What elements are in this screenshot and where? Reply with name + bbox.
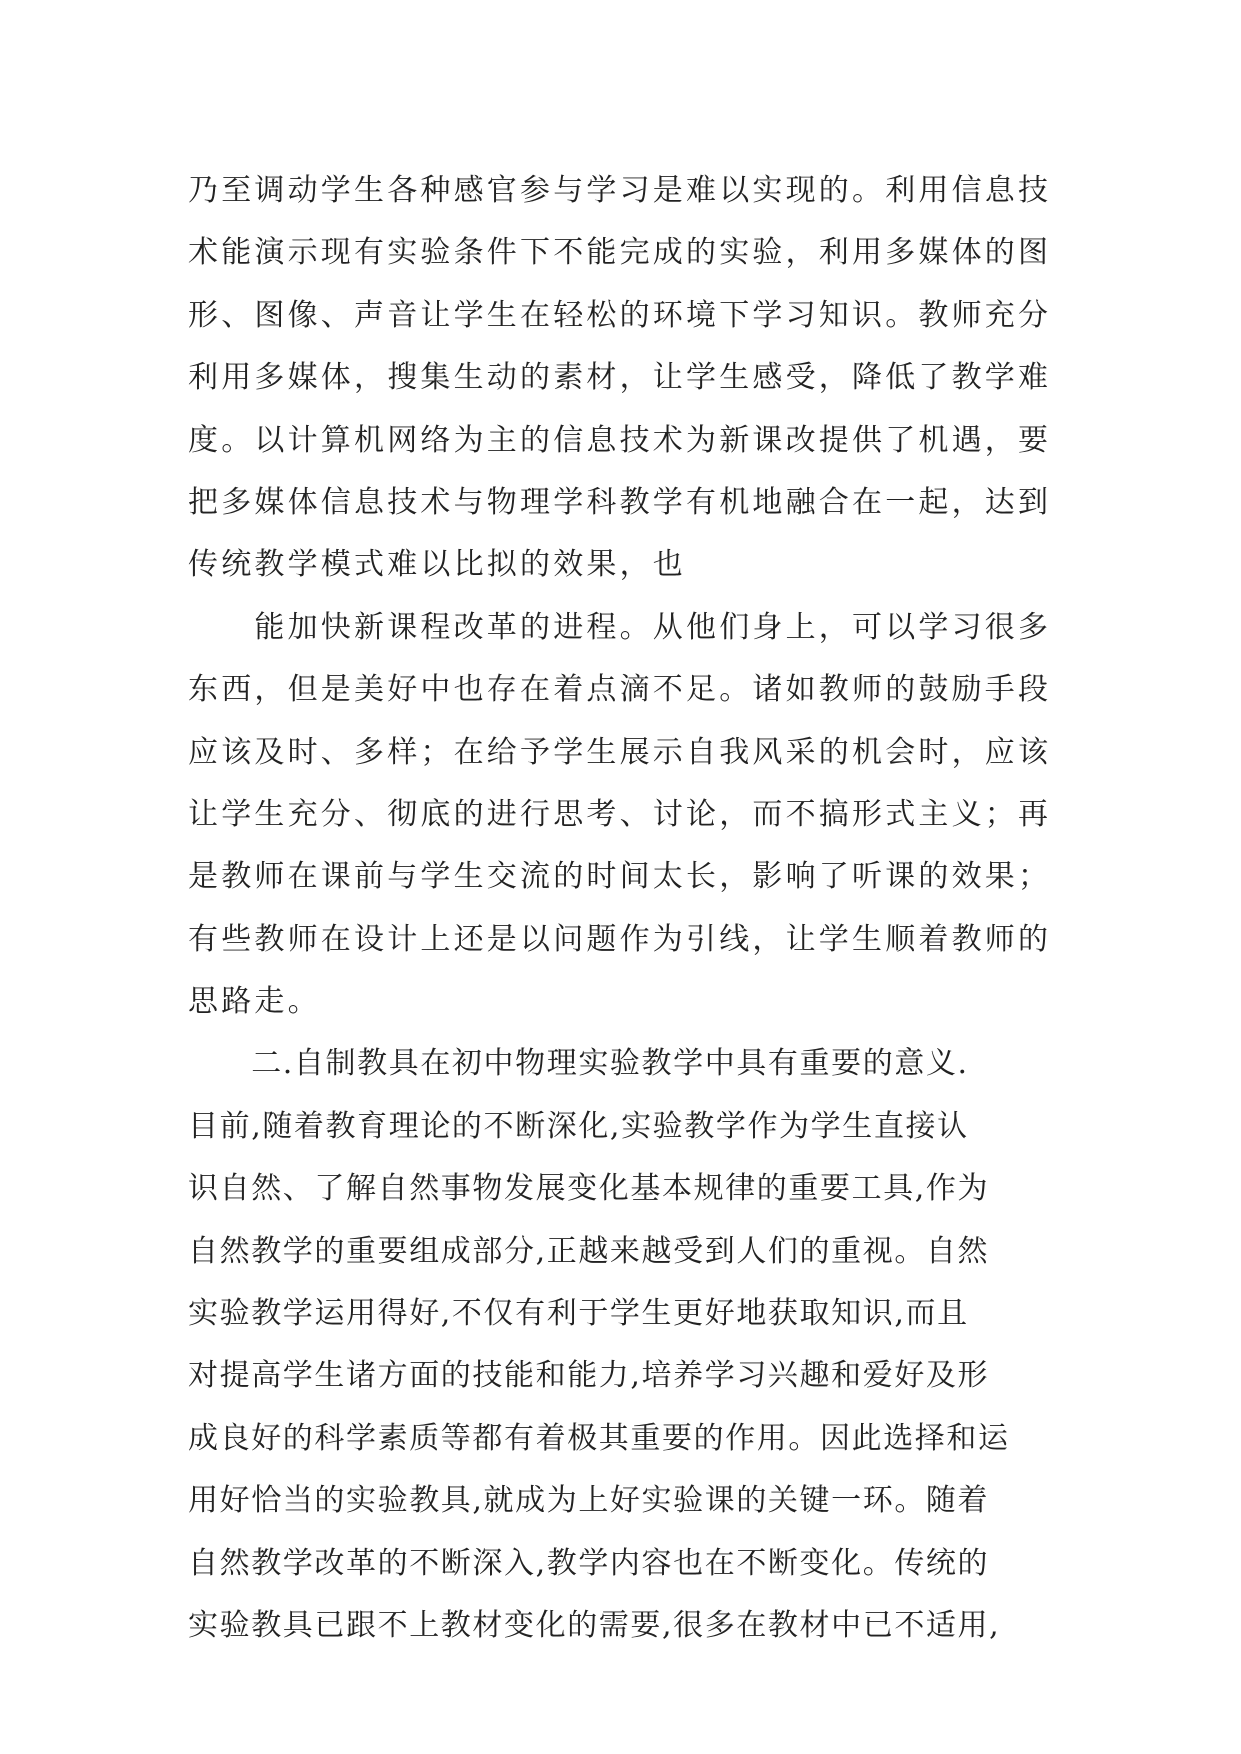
text-line: 自然教学的重要组成部分,正越来越受到人们的重视。自然 — [188, 1233, 990, 1269]
text-line: 度。以计算机网络为主的信息技术为新课改提供了机遇，要 — [188, 422, 1052, 458]
body-text — [188, 160, 1058, 1657]
text-line: 二.自制教具在初中物理实验教学中具有重要的意义. — [188, 1046, 969, 1082]
text-line: 自然教学改革的不断深入,教学内容也在不断变化。传统的 — [188, 1545, 990, 1581]
text-line: 东西，但是美好中也存在着点滴不足。诸如教师的鼓励手段 — [188, 672, 1052, 708]
text-line: 应该及时、多样；在给予学生展示自我风采的机会时，应该 — [188, 734, 1052, 770]
text-line: 利用多媒体，搜集生动的素材，让学生感受，降低了教学难 — [188, 360, 1052, 396]
text-line: 对提高学生诸方面的技能和能力,培养学习兴趣和爱好及形 — [188, 1358, 990, 1394]
text-line: 成良好的科学素质等都有着极其重要的作用。因此选择和运 — [188, 1420, 1010, 1456]
text-line: 是教师在课前与学生交流的时间太长，影响了听课的效果； — [188, 859, 1052, 895]
text-line: 术能演示现有实验条件下不能完成的实验，利用多媒体的图 — [188, 235, 1052, 271]
text-line: 形、图像、声音让学生在轻松的环境下学习知识。教师充分 — [188, 297, 1052, 333]
text-line: 有些教师在设计上还是以问题作为引线，让学生顺着教师的 — [188, 921, 1052, 957]
text-line: 传统教学模式难以比拟的效果，也 — [188, 547, 686, 583]
text-line: 让学生充分、彻底的进行思考、讨论，而不搞形式主义；再 — [188, 796, 1052, 832]
text-line: 乃至调动学生各种感官参与学习是难以实现的。利用信息技 — [188, 173, 1052, 208]
text-line: 实验教具已跟不上教材变化的需要,很多在教材中已不适用, — [188, 1607, 1001, 1643]
text-line: 识自然、了解自然事物发展变化基本规律的重要工具,作为 — [188, 1171, 990, 1207]
paragraph-3 — [188, 1033, 1058, 1657]
paragraph-1 — [188, 160, 1058, 597]
text-line: 用好恰当的实验教具,就成为上好实验课的关键一环。随着 — [188, 1483, 990, 1519]
text-line: 把多媒体信息技术与物理学科教学有机地融合在一起，达到 — [188, 484, 1052, 520]
text-line: 目前,随着教育理论的不断深化,实验教学作为学生直接认 — [188, 1108, 969, 1144]
text-line: 实验教学运用得好,不仅有利于学生更好地获取知识,而且 — [188, 1296, 969, 1332]
text-line: 思路走。 — [188, 984, 321, 1020]
paragraph-2 — [188, 597, 1058, 1034]
text-line: 能加快新课程改革的进程。从他们身上，可以学习很多 — [188, 609, 1052, 645]
